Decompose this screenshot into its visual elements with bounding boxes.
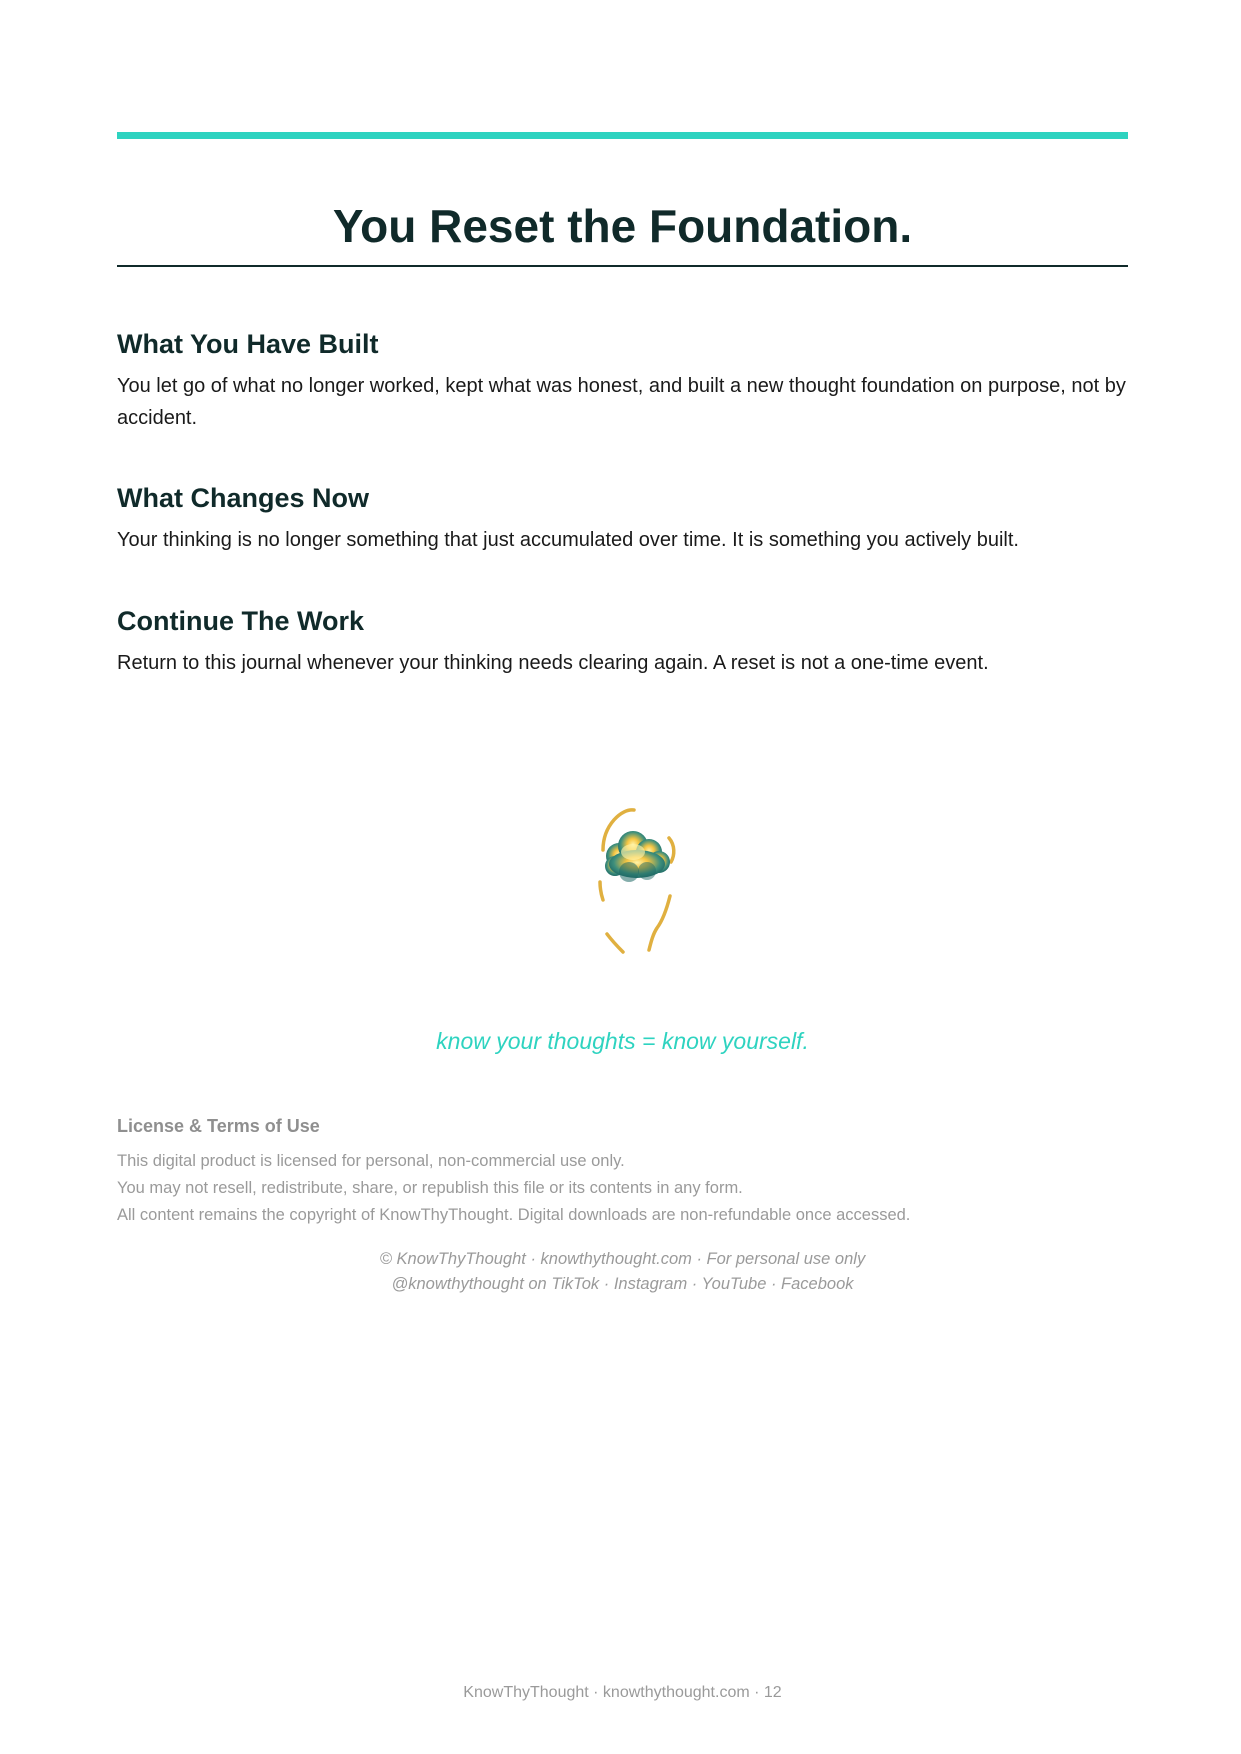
- top-accent-rule: [117, 132, 1128, 139]
- page-footer: KnowThyThought · knowthythought.com · 12: [463, 1684, 782, 1701]
- license-block: [117, 1114, 1128, 1229]
- title-divider: [117, 265, 1128, 267]
- section-heading: What Changes Now: [117, 483, 370, 513]
- license-heading: License & Terms of Use: [117, 1116, 320, 1136]
- copyright-line: © KnowThyThought · knowthythought.com · For personal use only: [379, 1250, 866, 1268]
- license-line: You may not resell, redistribute, share, or republish this file or its contents in any form.: [117, 1179, 743, 1197]
- page: [117, 0, 1128, 1754]
- license-line: All content remains the copyright of KnowThyThought. Digital downloads are non-refundable once accessed.: [117, 1206, 911, 1224]
- section-heading: What You Have Built: [117, 329, 379, 359]
- license-line: This digital product is licensed for personal, non-commercial use only.: [117, 1152, 625, 1170]
- section-what-you-have-built: [117, 326, 1128, 434]
- credits: [117, 1247, 1128, 1297]
- section-body: Return to this journal whenever your thinking needs clearing again. A reset is not a one-time event.: [117, 652, 989, 674]
- social-line: @knowthythought on TikTok · Instagram · YouTube · Facebook: [391, 1275, 854, 1293]
- section-body: Your thinking is no longer something that just accumulated over time. It is something you actively built.: [117, 529, 1019, 551]
- section-body: You let go of what no longer worked, kept what was honest, and built a new thought foundation on purpose, not by accident.: [117, 375, 1126, 429]
- tagline: know your thoughts = know yourself.: [436, 1028, 809, 1054]
- section-heading: Continue The Work: [117, 606, 364, 636]
- section-continue-the-work: [117, 603, 1128, 679]
- page-title: You Reset the Foundation.: [332, 200, 913, 252]
- section-what-changes-now: [117, 480, 1128, 556]
- license-text: [117, 1148, 1128, 1229]
- head-with-glowing-cloud-icon: [567, 800, 697, 970]
